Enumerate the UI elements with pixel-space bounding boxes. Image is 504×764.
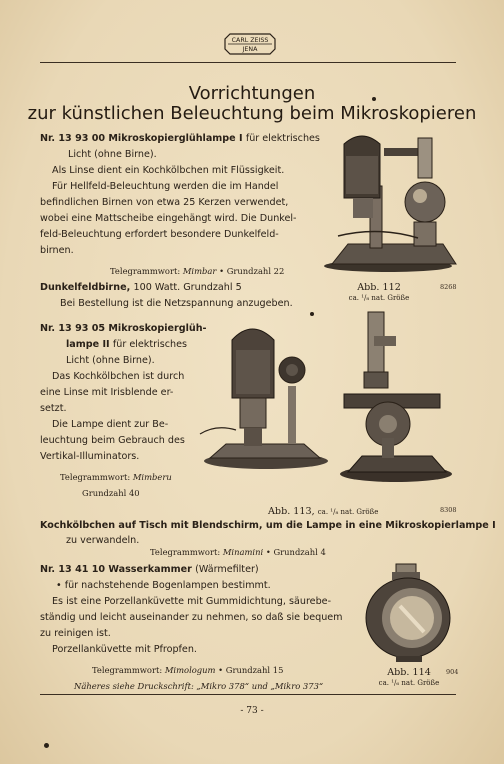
item1-line: birnen. [40,245,74,256]
item3-line2 [66,337,187,353]
page-number: - 73 - [240,706,264,716]
item5-reference: Näheres siehe Druckschrift: „Mikro 378“ und „Mikro 373“ [74,681,324,691]
item3-line: Vertikal-Illuminators. [40,451,140,462]
item5-line: zu reinigen ist. [40,628,111,639]
item3-name-l2: lampe II [66,339,110,350]
telegram-word: Minamini [222,547,264,557]
item3-telegram [60,469,172,485]
grundzahl: Grundzahl 4 [273,547,326,557]
page-title-line2: zur künstlichen Beleuchtung beim Mikroskopieren [27,103,477,124]
telegram-word: Mimbar [182,266,217,276]
top-rule [40,62,456,63]
speck [372,97,376,101]
water-chamber-illustration [360,562,460,666]
item5-number: Nr. 13 41 10 [40,564,106,575]
item4-telegram: Telegrammwort: Minamini • Grundzahl 4 [150,547,326,557]
item1-number: Nr. 13 93 00 [40,133,106,144]
fig113-caption [268,506,398,518]
speck [310,312,314,316]
telegram-label: Telegrammwort: [110,266,181,276]
item5-line: Porzellanküvette mit Pfropfen. [52,644,197,655]
item1-telegram: Telegrammwort: Mimbar • Grundzahl 22 [110,266,285,276]
item1-line: Licht (ohne Birne). [68,149,157,160]
fig114-scale: ca. ¹/₆ nat. Größe [378,679,440,687]
item3-l2-rest: für elektrisches [112,339,187,350]
item1-line: befindlichen Birnen von etwa 25 Kerzen verwendet, [40,197,289,208]
item3-line: setzt. [40,403,67,414]
fig112-code: 8268 [440,283,457,291]
telegram-word: Mimologum [164,665,216,675]
grundzahl: Grundzahl 22 [226,266,285,276]
fig113-scale: ca. ¹/₈ nat. Größe [317,508,379,516]
page-title-line1: Vorrichtungen [188,83,316,104]
item2-name: Dunkelfeldbirne, [40,282,131,293]
lamp-ii-illustration [196,306,458,498]
item3-line: eine Linse mit Irisblende er- [40,387,174,398]
grundzahl: Grundzahl 15 [225,665,284,675]
item1-desc: für elektrisches [245,133,320,144]
item5-line: Es ist eine Porzellanküvette mit Gummidichtung, säurebe- [52,596,332,607]
fig112-scale: ca. ¹/₈ nat. Größe [348,294,410,302]
item2-heading [40,280,242,296]
telegram-label: Telegrammwort: [92,665,163,675]
item1-line: Als Linse dient ein Kochkölbchen mit Flüssigkeit. [52,165,285,176]
item3-name-l1: Mikroskopierglüh- [108,323,207,334]
telegram-label: Telegrammwort: [150,547,221,557]
fig113-code: 8308 [440,506,457,514]
fig113-label: Abb. 113, [268,506,315,517]
item1-heading [40,131,320,147]
telegram-label: Telegrammwort: [60,472,131,482]
carl-zeiss-logo [224,33,276,55]
fig112-label: Abb. 112 [357,282,401,293]
item1-line: feld-Beleuchtung erfordert besondere Dunkelfeld- [40,229,279,240]
speck [44,743,49,748]
item4-line1: Kochkölbchen auf Tisch mit Blendschirm, um die Lampe in eine Mikroskopierlampe I [40,520,496,531]
telegram-word: Mimberu [132,472,172,482]
item3-line: Die Lampe dient zur Be- [52,419,169,430]
item5-name: Wasserkammer [108,564,192,575]
logo-line1: CARL ZEISS [231,37,269,44]
item1-line: wobei eine Mattscheibe eingehängt wird. Die Dunkel- [40,213,297,224]
item3-number: Nr. 13 93 05 [40,323,106,334]
item3-line: Das Kochkölbchen ist durch [52,371,185,382]
item3-line: Licht (ohne Birne). [66,355,155,366]
logo-line2: JENA [242,46,258,53]
item3-line: leuchtung beim Gebrauch des [40,435,185,446]
item4-line2: zu verwandeln. [66,535,140,546]
item3-grundzahl: Grundzahl 40 [82,488,140,498]
bottom-rule [40,694,456,695]
item5-line: ständig und leicht auseinander zu nehmen, so daß sie bequem [40,612,343,623]
item5-heading [40,562,259,578]
item2-rest: 100 Watt. Grundzahl 5 [133,282,242,293]
item5-telegram: Telegrammwort: Mimologum • Grundzahl 15 [92,665,284,675]
fig114-code: 904 [446,668,459,676]
item5-paren: (Wärmefilter) [195,564,259,575]
item5-line: • für nachstehende Bogenlampen bestimmt. [56,580,271,591]
item3-heading [40,321,207,337]
item1-name: Mikroskopierglühlampe I [108,133,243,144]
fig114-label: Abb. 114 [387,667,431,678]
item2-line2: Bei Bestellung ist die Netzspannung anzugeben. [60,298,293,309]
lamp-i-illustration [318,126,464,274]
item1-line: Für Hellfeld-Beleuchtung werden die im Handel [52,181,279,192]
